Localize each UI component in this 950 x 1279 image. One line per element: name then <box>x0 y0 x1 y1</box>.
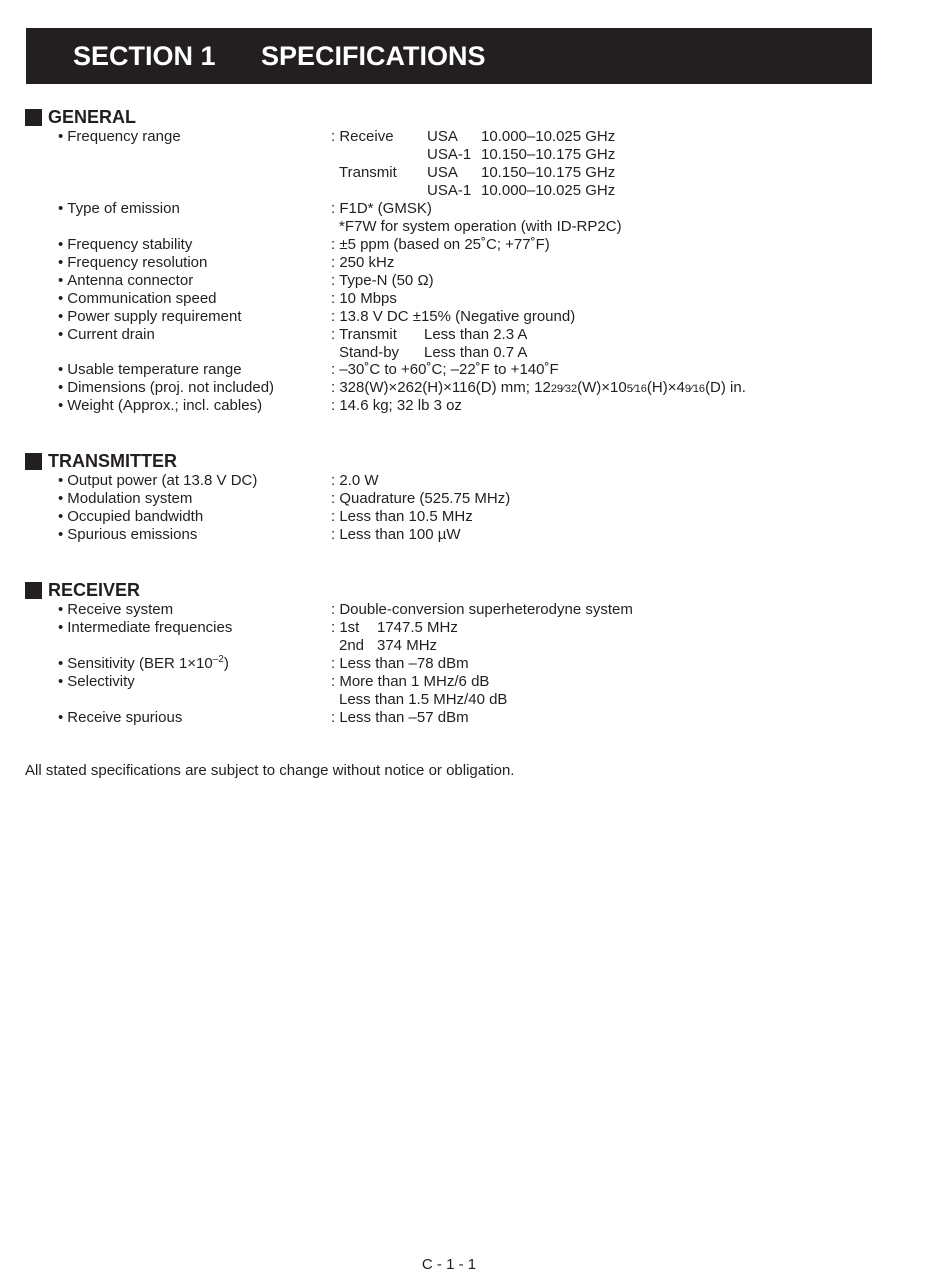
spec-label: Current drain <box>67 326 155 343</box>
freq-range: 10.150–10.175 GHz <box>481 146 616 163</box>
spec-row-antenna: • Antenna connector : Type-N (50 Ω) <box>58 272 434 289</box>
page-number: C - 1 - 1 <box>421 1256 477 1273</box>
bullet-icon: • <box>58 472 64 489</box>
spec-row-rx-system: • Receive system : Double-conversion superheterodyne system <box>58 601 633 618</box>
spec-row-frequency-range-2 <box>0 146 950 164</box>
bullet-icon: • <box>58 508 64 525</box>
spec-value: 13.8 V DC ±15% (Negative ground) <box>339 308 576 325</box>
bullet-icon: • <box>58 254 64 271</box>
dim-mid2: (H)×4 <box>646 379 685 396</box>
spec-value: Double-conversion superheterodyne system <box>339 601 633 618</box>
spec-row-selectivity: • Selectivity : More than 1 MHz/6 dB <box>58 673 490 690</box>
spec-label: Modulation system <box>67 490 193 507</box>
section-number: SECTION 1 <box>73 41 216 71</box>
if-second-label: 2nd <box>339 637 365 654</box>
spec-row-temperature: • Usable temperature range : –30˚C to +60˚C; –22˚F to +140˚F <box>58 361 559 378</box>
spec-row-output: • Output power (at 13.8 V DC) : 2.0 W <box>58 472 379 489</box>
spec-row-dimensions: • Dimensions (proj. not included) : 328(W)×262(H)×116(D) mm; 1229⁄32(W)×105⁄16(H)×49⁄16(D) in. <box>58 379 746 396</box>
spec-value: Less than 100 µW <box>339 526 461 543</box>
spec-label: Receive spurious <box>67 709 183 726</box>
bullet-icon: • <box>58 709 64 726</box>
spec-value: 250 kHz <box>339 254 395 271</box>
freq-region: USA <box>427 128 458 145</box>
bullet-icon: • <box>58 601 64 618</box>
tx-prefix: Transmit <box>339 164 397 181</box>
spec-label: Usable temperature range <box>67 361 242 378</box>
bullet-icon: • <box>58 490 64 507</box>
spec-row-emission-note <box>0 218 950 236</box>
spec-row-bandwidth: • Occupied bandwidth : Less than 10.5 MHz <box>58 508 473 525</box>
spec-value: Less than 1.5 MHz/40 dB <box>339 691 508 708</box>
spec-value: Less than 10.5 MHz <box>339 508 473 525</box>
freq-region: USA-1 <box>427 182 472 199</box>
spec-label-suffix: ) <box>223 655 229 672</box>
if-second-value: 374 MHz <box>377 637 438 654</box>
spec-row-tx-spurious: • Spurious emissions : Less than 100 µW <box>58 526 461 543</box>
bullet-icon: • <box>58 379 64 396</box>
spec-note: *F7W for system operation (with ID-RP2C) <box>339 218 622 235</box>
bullet-icon: • <box>58 526 64 543</box>
drain-tx-label: Transmit <box>339 326 397 343</box>
spec-row-frequency-range-3 <box>0 164 950 182</box>
spec-row-speed: • Communication speed : 10 Mbps <box>58 290 397 307</box>
bullet-icon: • <box>58 619 64 636</box>
spec-value: 2.0 W <box>339 472 379 489</box>
bullet-icon: • <box>58 673 64 690</box>
square-bullet-icon <box>25 453 42 470</box>
if-first-value: 1747.5 MHz <box>377 619 458 636</box>
freq-range: 10.000–10.025 GHz <box>481 182 616 199</box>
spec-row-resolution: • Frequency resolution : 250 kHz <box>58 254 395 271</box>
if-first-label: 1st <box>339 619 360 636</box>
spec-label: Antenna connector <box>67 272 194 289</box>
spec-label: Occupied bandwidth <box>67 508 204 525</box>
spec-label: Sensitivity (BER 1×10 <box>67 655 213 672</box>
drain-sb-label: Stand-by <box>339 344 400 361</box>
bullet-icon: • <box>58 361 64 378</box>
spec-value: Less than –78 dBm <box>339 655 469 672</box>
bullet-icon: • <box>58 200 64 217</box>
spec-label: Type of emission <box>67 200 180 217</box>
spec-row-power: • Power supply requirement : 13.8 V DC ±15% (Negative ground) <box>58 308 576 325</box>
section-banner <box>26 28 872 84</box>
drain-sb-value: Less than 0.7 A <box>424 344 528 361</box>
transmitter-heading <box>25 451 177 471</box>
bullet-icon: • <box>58 397 64 414</box>
spec-label: Intermediate frequencies <box>67 619 233 636</box>
disclaimer-note: All stated specifications are subject to change without notice or obligation. <box>25 762 515 779</box>
dim-mid1: (W)×10 <box>577 379 627 396</box>
bullet-icon: • <box>58 308 64 325</box>
spec-label: Dimensions (proj. not included) <box>67 379 275 396</box>
spec-label: Frequency range <box>67 128 181 145</box>
dim-end: (D) in. <box>705 379 746 396</box>
receiver-heading <box>25 580 140 600</box>
spec-value: Quadrature (525.75 MHz) <box>339 490 511 507</box>
section-title: SPECIFICATIONS <box>261 41 486 71</box>
freq-range: 10.150–10.175 GHz <box>481 164 616 181</box>
spec-row-frequency-range: • Frequency range : Receive USA 10.000–10.025 GHz <box>58 128 616 145</box>
dim-w-frac: 29⁄32 <box>550 383 578 395</box>
transmitter-heading-text: TRANSMITTER <box>48 450 177 471</box>
freq-region: USA <box>427 164 458 181</box>
bullet-icon: • <box>58 326 64 343</box>
bullet-icon: • <box>58 272 64 289</box>
spec-row-if-2 <box>0 637 950 655</box>
freq-range: 10.000–10.025 GHz <box>481 128 616 145</box>
spec-value: 10 Mbps <box>339 290 397 307</box>
spec-row-frequency-range-4 <box>0 182 950 200</box>
spec-value: Type-N (50 Ω) <box>339 272 434 289</box>
sensitivity-exponent: –2 <box>212 654 224 665</box>
spec-row-if: • Intermediate frequencies : 1st 1747.5 MHz <box>58 619 458 636</box>
drain-tx-value: Less than 2.3 A <box>424 326 528 343</box>
dim-h-frac: 5⁄16 <box>626 383 647 395</box>
spec-row-stability: • Frequency stability : ±5 ppm (based on 25˚C; +77˚F) <box>58 236 550 253</box>
spec-label: Frequency stability <box>67 236 193 253</box>
general-heading <box>25 107 136 127</box>
spec-row-emission: • Type of emission : F1D* (GMSK) <box>58 200 432 217</box>
spec-value: More than 1 MHz/6 dB <box>339 673 490 690</box>
spec-label: Power supply requirement <box>67 308 242 325</box>
spec-row-modulation: • Modulation system : Quadrature (525.75 MHz) <box>58 490 511 507</box>
square-bullet-icon <box>25 582 42 599</box>
bullet-icon: • <box>58 655 64 672</box>
spec-row-rx-spurious: • Receive spurious : Less than –57 dBm <box>58 709 469 726</box>
spec-row-drain: • Current drain : Transmit Less than 2.3 A <box>58 326 528 343</box>
freq-region: USA-1 <box>427 146 472 163</box>
spec-row-drain-2 <box>0 344 950 362</box>
square-bullet-icon <box>25 109 42 126</box>
spec-label: Frequency resolution <box>67 254 208 271</box>
spec-value: 14.6 kg; 32 lb 3 oz <box>339 397 462 414</box>
spec-value: F1D* (GMSK) <box>339 200 432 217</box>
receiver-heading-text: RECEIVER <box>48 579 141 600</box>
spec-label: Weight (Approx.; incl. cables) <box>67 397 263 414</box>
spec-label: Communication speed <box>67 290 217 307</box>
rx-prefix: Receive <box>339 128 394 145</box>
spec-row-selectivity-2 <box>0 691 950 709</box>
bullet-icon: • <box>58 128 64 145</box>
spec-label: Output power (at 13.8 V DC) <box>67 472 258 489</box>
dim-metric: 328(W)×262(H)×116(D) mm; 12 <box>339 379 551 396</box>
spec-value: Less than –57 dBm <box>339 709 469 726</box>
bullet-icon: • <box>58 290 64 307</box>
spec-value: –30˚C to +60˚C; –22˚F to +140˚F <box>339 361 559 378</box>
spec-value: ±5 ppm (based on 25˚C; +77˚F) <box>339 236 550 253</box>
general-heading-text: GENERAL <box>48 106 137 127</box>
spec-row-sensitivity: • Sensitivity (BER $1\times 10^{-2}$) : Less than –78 dBm <box>58 654 469 672</box>
spec-label: Receive system <box>67 601 174 618</box>
dim-d-frac: 9⁄16 <box>684 383 706 395</box>
spec-label: Spurious emissions <box>67 526 198 543</box>
spec-row-weight: • Weight (Approx.; incl. cables) : 14.6 kg; 32 lb 3 oz <box>58 397 462 414</box>
spec-label: Selectivity <box>67 673 135 690</box>
bullet-icon: • <box>58 236 64 253</box>
